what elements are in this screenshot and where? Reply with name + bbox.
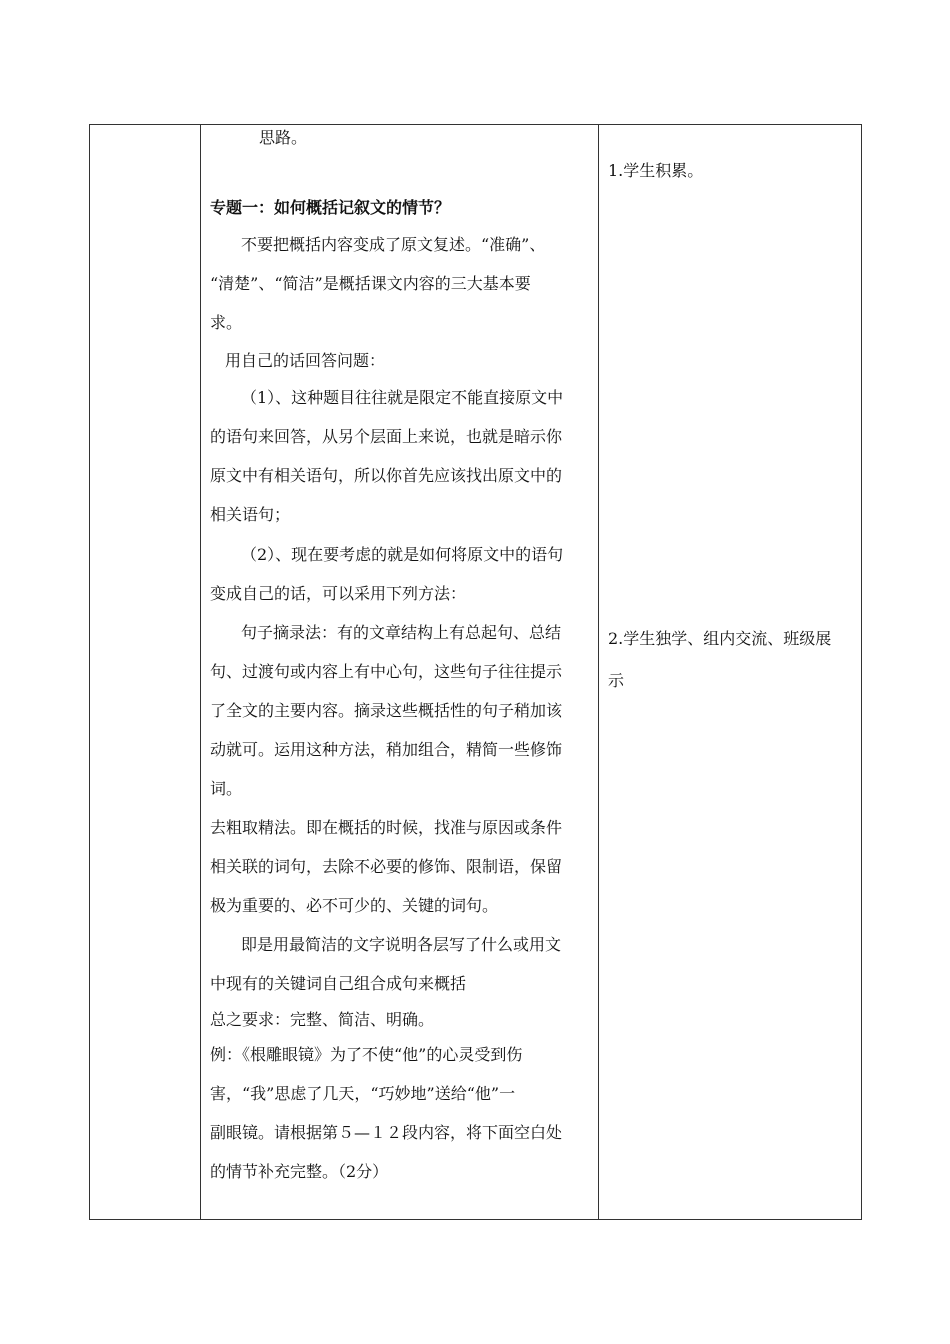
note-line: 1.学生积累。 [608, 161, 704, 180]
text-line: 相关语句； [210, 505, 291, 524]
text-line: 句子摘录法：有的文章结构上有总起句、总结 [241, 623, 562, 642]
notes-cell [599, 125, 862, 1220]
text-line: 不要把概括内容变成了原文复述。“准确”、 [241, 235, 546, 254]
topic-heading: 专题一：如何概括记叙文的情节？ [210, 198, 451, 217]
text-line: 即是用最简洁的文字说明各层写了什么或用文 [241, 935, 562, 954]
text-line: （1）、这种题目往往就是限定不能直接原文中 [241, 388, 564, 407]
text-line: 的情节补充完整。（2分） [210, 1162, 389, 1181]
note-line: 示 [608, 671, 625, 690]
blank-column-cell [90, 125, 201, 1220]
text-line: 思路。 [259, 128, 308, 147]
text-line: 动就可。运用这种方法，稍加组合，精简一些修饰 [210, 740, 563, 759]
text-line: 副眼镜。请根据第５—１２段内容，将下面空白处 [210, 1123, 563, 1142]
text-line: 变成自己的话，可以采用下列方法： [210, 584, 467, 603]
text-line: （2）、现在要考虑的就是如何将原文中的语句 [241, 545, 564, 564]
text-line: 例：《根雕眼镜》为了不使“他”的心灵受到伤 [210, 1045, 523, 1064]
text-line: 词。 [210, 779, 243, 798]
text-line: 总之要求：完整、简洁、明确。 [210, 1010, 435, 1029]
text-line: 了全文的主要内容。摘录这些概括性的句子稍加该 [210, 701, 563, 720]
text-line: 的语句来回答，从另个层面上来说，也就是暗示你 [210, 427, 563, 446]
lesson-table [89, 124, 862, 1220]
text-line: 句、过渡句或内容上有中心句，这些句子往往提示 [210, 662, 563, 681]
text-line: 害，“我”思虑了几天，“巧妙地”送给“他”一 [210, 1084, 516, 1103]
text-line: 中现有的关键词自己组合成句来概括 [210, 974, 467, 993]
text-line: 去粗取精法。即在概括的时候，找准与原因或条件 [210, 818, 563, 837]
note-line: 2.学生独学、组内交流、班级展 [608, 629, 832, 648]
text-line: 相关联的词句，去除不必要的修饰、限制语，保留 [210, 857, 563, 876]
text-line: 极为重要的、必不可少的、关键的词句。 [210, 896, 499, 915]
content-cell [201, 125, 599, 1220]
text-line: “清楚”、“简洁”是概括课文内容的三大基本要 [210, 274, 531, 293]
text-line: 用自己的话回答问题： [225, 351, 386, 370]
text-line: 原文中有相关语句，所以你首先应该找出原文中的 [210, 466, 563, 485]
text-line: 求。 [210, 313, 243, 332]
